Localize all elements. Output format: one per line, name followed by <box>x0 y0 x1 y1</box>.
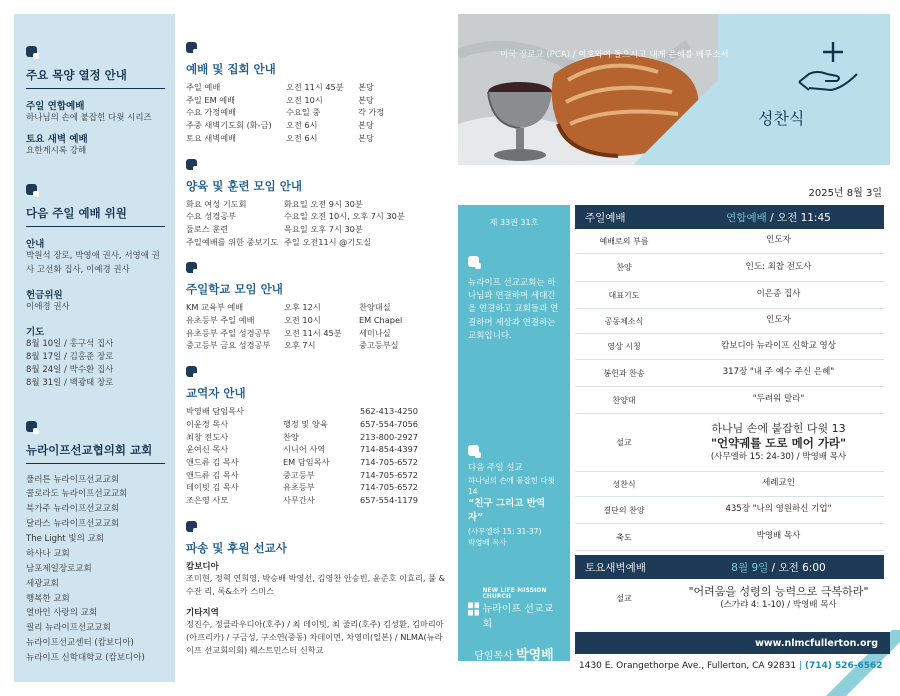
schedule-row <box>186 198 448 211</box>
prayer-item: 8월 31일 / 백광태 장로 <box>26 378 114 389</box>
section-bullet-icon <box>26 421 37 432</box>
order-row <box>575 282 884 309</box>
church-item: 북가주 뉴라이프선교교회 <box>26 504 120 515</box>
item-heading: 주일 연합예배 <box>26 101 85 112</box>
order-detail: 박영배 목사 <box>756 531 801 542</box>
item-heading: 토요 새벽 예배 <box>26 134 88 146</box>
church-item: 달라스 뉴라이프선교교회 <box>26 519 120 530</box>
minister-row <box>186 456 448 469</box>
next-sermon <box>468 462 560 548</box>
schedule-row <box>186 106 448 119</box>
info-strip <box>458 205 570 664</box>
cell: 오전 6시 <box>286 132 318 143</box>
cell: 오후 12시 <box>284 302 321 313</box>
communion-photo <box>458 14 718 165</box>
cell: 각 가정 <box>358 107 385 118</box>
schedule-row <box>186 327 448 340</box>
cell: 화요 여성 기도회 <box>186 198 247 209</box>
cell: 오전 11시 45분 <box>286 82 344 92</box>
order-detail: 317장 "내 주 예수 주신 은혜" <box>722 367 835 378</box>
order-item: 찬양대 <box>612 395 636 405</box>
order-item: 영상 시청 <box>607 342 641 351</box>
cell: 본당 <box>358 120 374 131</box>
schedule-row <box>186 210 448 223</box>
church-item: The Light 빛의 교회 <box>26 534 104 545</box>
sunday-service-header <box>575 205 884 229</box>
item-heading: 기도 <box>26 326 45 338</box>
schedule-row <box>186 94 448 107</box>
order-item: 성찬식 <box>612 479 636 489</box>
section-bullet-icon <box>26 46 37 57</box>
website-bar <box>575 632 890 654</box>
order-detail: 인도자 <box>766 235 791 246</box>
order-detail: 이은종 집사 <box>756 289 801 300</box>
cell: 유초등부 주일 예배 <box>186 315 255 326</box>
section-next-committee <box>26 180 165 390</box>
service-time-text: / 오전 11:45 <box>766 211 831 224</box>
section-missionaries <box>186 517 448 658</box>
phone-cell: 714-705-6572 <box>360 456 419 467</box>
cell: 세미나실 <box>359 327 391 338</box>
cell: 최창 전도사 <box>186 431 229 442</box>
hero-tagline <box>500 48 729 60</box>
section-worship-schedule <box>186 38 448 145</box>
cell: 찬양대실 <box>359 302 391 313</box>
church-phone: (714) 526-6562 <box>804 661 883 671</box>
order-row <box>575 497 884 524</box>
order-row <box>575 309 884 334</box>
saturday-service-header <box>575 555 884 579</box>
church-item: 세광교회 <box>26 578 59 589</box>
order-detail: 세례교인 <box>762 478 795 489</box>
address-separator: | <box>796 661 805 671</box>
cell: 앤드류 김 목사 <box>186 456 239 467</box>
pastor-label: 담임목사 <box>474 651 513 663</box>
website-link[interactable]: www.nlmcfullerton.org <box>755 637 878 649</box>
cover-hero <box>458 14 890 165</box>
cell: 유초등부 <box>283 482 315 493</box>
volume-number: 제 33권 31호 <box>489 218 539 227</box>
section-ministers <box>186 362 448 507</box>
cell: 박영배 담임목사 <box>186 406 244 417</box>
service-time-text: / 오전 6:00 <box>768 561 826 574</box>
sermon-title: "언약궤를 도로 메어 가라" <box>710 436 847 451</box>
cell: EM Chapel <box>359 315 403 326</box>
item-heading: 헌금위원 <box>26 289 63 301</box>
senior-pastor <box>468 644 560 663</box>
region-label: 기타지역 <box>186 608 219 619</box>
service-order <box>575 205 884 617</box>
cell: 중고등부실 <box>359 340 399 351</box>
cell: 둘로스 훈련 <box>186 223 229 234</box>
phone-cell: 714-705-6572 <box>360 469 419 480</box>
cell: 행정 및 양육 <box>283 418 328 429</box>
schedule-row <box>186 223 448 236</box>
cell: 이윤경 목사 <box>186 418 229 429</box>
order-item: 설교 <box>616 593 632 603</box>
schedule-row <box>186 132 448 145</box>
item-heading: 안내 <box>26 239 45 251</box>
church-name-ko: 뉴라이프 선교교회 <box>482 604 554 631</box>
section-mission-churches <box>26 417 165 666</box>
cell: 수요 가정예배 <box>186 107 237 118</box>
section-title: 양육 및 훈련 모임 안내 <box>186 178 302 193</box>
minister-row <box>186 469 448 482</box>
sermon-title: "어려움을 성령의 능력으로 극복하라" <box>688 584 869 598</box>
cell: 오전 11시 45분 <box>284 327 342 338</box>
church-item: 행복한 교회 <box>26 593 70 604</box>
cell: 앤드류 김 목사 <box>186 469 239 480</box>
order-item: 설교 <box>616 438 632 447</box>
cell: 수요일 오전 10시, 오후 7시 30분 <box>284 211 405 222</box>
section-sunday-school <box>186 258 448 352</box>
minister-row <box>186 431 448 444</box>
cell: 중고등부 금요 성경공부 <box>186 340 271 351</box>
minister-row <box>186 494 448 507</box>
church-logo <box>468 588 560 630</box>
order-row <box>575 360 884 387</box>
minister-row <box>186 443 448 456</box>
section-bullet-icon <box>186 521 197 532</box>
section-bullet-icon <box>186 262 197 273</box>
order-detail: 435장 "나의 영원하신 기업" <box>725 504 832 515</box>
phone-cell: 714-705-6572 <box>360 482 419 493</box>
order-row <box>575 472 884 497</box>
church-item: 뉴라이프선교센터 (캄보디아) <box>26 638 134 649</box>
cell: 화요일 오전 9시 30분 <box>284 198 363 209</box>
order-item: 예배로의 부름 <box>599 236 649 246</box>
section-title: 파송 및 후원 선교사 <box>186 540 287 555</box>
section-bullet-icon <box>26 184 37 195</box>
section-bullet-icon <box>186 366 197 377</box>
order-row <box>575 254 884 282</box>
schedule-row <box>186 314 448 327</box>
order-item: 축도 <box>616 532 632 542</box>
cell: 사무간사 <box>283 495 315 506</box>
cell: 목요일 오후 7시 30분 <box>284 223 363 234</box>
phone-cell: 562-413-4250 <box>360 406 419 417</box>
service-name: 토요새벽예배 <box>585 561 646 574</box>
section-title: 주일학교 모임 안내 <box>186 282 283 297</box>
service-time <box>673 210 884 225</box>
region-label: 캄보디아 <box>186 561 219 572</box>
church-item: 필리 뉴라이프선교교회 <box>26 623 111 634</box>
order-detail: 인도자 <box>766 315 791 326</box>
order-item: 찬양 <box>616 263 632 272</box>
footer <box>575 632 890 671</box>
service-date: 8월 9일 <box>731 561 769 574</box>
section-title: 교역자 안내 <box>186 386 246 401</box>
order-row <box>575 524 884 551</box>
service-name: 주일예배 <box>585 211 626 224</box>
section-pastoral-focus <box>26 42 165 158</box>
church-item: 풀러튼 뉴라이프선교교회 <box>26 474 120 485</box>
minister-row <box>186 418 448 431</box>
phone-cell: 657-554-7056 <box>360 418 419 429</box>
section-title: 예배 및 집회 안내 <box>186 62 276 76</box>
cell: 수요일 중 <box>286 107 321 118</box>
contact-line <box>575 661 890 671</box>
next-sermon-ref: (사무엘하 15: 31-37) <box>468 526 542 536</box>
phone-cell: 714-854-4397 <box>360 444 419 455</box>
order-row <box>575 229 884 254</box>
sermon-row <box>575 414 884 472</box>
item-text: 박원석 장로, 박영애 권사, 서영애 권사 고선화 집사, 이예경 권사 <box>26 251 160 275</box>
church-name-en: NEW LIFE MISSION CHURCH <box>482 588 547 601</box>
cell: 시니어 사역 <box>283 444 326 455</box>
cell: 오전 6시 <box>286 120 318 131</box>
prayer-item: 8월 10일 / 홍구석 집사 <box>26 338 114 349</box>
cell: 주일 예배 <box>186 82 221 92</box>
order-row <box>575 334 884 360</box>
cell: 오전 10시 <box>284 315 321 326</box>
sermon-series: 하나님 손에 붙잡힌 다윗 13 <box>711 421 846 435</box>
cell: 본당 <box>358 132 374 143</box>
section-title: 다음 주일 예배 위원 <box>26 205 165 227</box>
church-address: 1430 E. Orangethorpe Ave., Fullerton, CA 92831 <box>579 661 797 671</box>
missionary-list: 조미현, 정혁 연희영, 박승배 박영선, 김영찬 안승빈, 윤준호 이효리, 풀 & 수잔 리, 록&소카 스미스 <box>186 572 445 596</box>
phone-cell: 657-554-1179 <box>360 495 419 506</box>
cell: 조은영 사모 <box>186 495 229 506</box>
prayer-item: 8월 17일 / 김홍준 장로 <box>26 352 114 363</box>
church-item: 콜로라도 뉴라이프선교교회 <box>26 489 128 500</box>
tagline-verse: 여호와여 들으시고 내게 은혜를 베푸소서 <box>578 50 729 60</box>
cell: 주일 EM 예배 <box>186 94 236 105</box>
cell: 오후 7시 <box>284 340 316 351</box>
section-title: 뉴라이프선교협의회 교회 <box>26 442 165 464</box>
cell: 토요 새벽예배 <box>186 132 237 143</box>
next-sermon-speaker: 박영배 목사 <box>468 537 507 547</box>
phone-cell: 213-800-2927 <box>360 431 419 442</box>
cover-title: 성찬식 <box>758 109 805 128</box>
order-detail: "두려워 말라" <box>752 394 805 405</box>
church-item: 하사나 교회 <box>26 548 70 559</box>
cell: 주중 새벽기도회 (화-금) <box>186 120 272 131</box>
prayer-item: 8월 24일 / 박수환 집사 <box>26 365 114 376</box>
next-sermon-label: 다음 주일 설교 <box>468 462 523 473</box>
pastor-name: 박영배 <box>516 648 554 664</box>
order-item: 대표기도 <box>608 290 640 300</box>
church-item: 남포제일장로교회 <box>26 563 92 574</box>
item-text: 이애경 권사 <box>26 301 70 312</box>
minister-row <box>186 405 448 418</box>
order-item: 공동체소식 <box>604 316 644 326</box>
item-text: 요한계시록 강해 <box>26 146 87 157</box>
next-sermon-series: 하나님의 손에 붙잡힌 다윗 14 <box>468 475 555 496</box>
church-item: 열바인 사랑의 교회 <box>26 608 98 619</box>
order-detail: 캄보디아 뉴라이프 신학교 영상 <box>721 340 836 351</box>
strip-bullet-icon <box>468 256 479 267</box>
middle-column <box>186 38 448 667</box>
section-training <box>186 155 448 249</box>
minister-row <box>186 481 448 494</box>
missionary-list: 정진수, 정클라우디아(호주) / 최 데이빗, 최 줄리(호주) 김성환, 김마리아(아프리카) / 구금성, 구소연(중동) 차데이먼, 차영미(일본) / NLMA(뉴라이프 선교회의회) 웨스트민스터 신학교 <box>186 619 444 656</box>
order-item: 결단의 찬양 <box>603 505 645 515</box>
cell: 데이빗 김 목사 <box>186 482 239 493</box>
sermon-detail <box>673 414 884 471</box>
cell: 본당 <box>358 82 374 92</box>
cell <box>283 405 360 418</box>
left-panel <box>14 14 175 682</box>
cell: 중고등부 <box>283 469 315 480</box>
sermon-ref: (스가랴 4: 1-10) / 박영배 목사 <box>720 599 837 610</box>
schedule-row <box>186 81 448 94</box>
service-type: 연합예배 <box>726 211 767 224</box>
schedule-row <box>186 301 448 314</box>
church-logo-icon <box>468 601 479 617</box>
section-bullet-icon <box>186 42 197 53</box>
order-row <box>575 387 884 414</box>
schedule-row <box>186 236 448 249</box>
tagline-separator: / <box>569 50 579 60</box>
bulletin-date: 2025년 8월 3일 <box>808 188 882 199</box>
cell: 오전 10시 <box>286 94 323 105</box>
strip-bullet-icon <box>468 445 479 456</box>
hand-cross-icon <box>795 38 859 104</box>
cell: 찬양 <box>283 431 299 442</box>
section-bullet-icon <box>186 159 197 170</box>
cell: 윤여신 목사 <box>186 444 229 455</box>
cell: 주일 오전11시 @기도실 <box>284 236 372 247</box>
section-title: 주요 목양 열정 안내 <box>26 67 165 89</box>
service-time <box>673 560 884 575</box>
schedule-row <box>186 119 448 132</box>
cell: 본당 <box>358 94 374 105</box>
sermon-detail <box>673 579 884 617</box>
cell: 수요 성경공부 <box>186 211 237 222</box>
cell: EM 담임목사 <box>283 456 330 467</box>
sermon-ref: (사무엘하 15: 24-30) / 박영배 목사 <box>710 451 847 462</box>
church-vision: 뉴라이프 선교교회는 하나님과 연결하며 세대간을 연결하고 교회들과 연결하며 세상과 연결하는 교회입니다. <box>468 278 559 341</box>
cell: 유초등부 주일 성경공부 <box>186 327 271 338</box>
next-sermon-title: “친구 그리고 반역자” <box>468 498 546 524</box>
item-text: 하나님의 손에 붙잡힌 다윗 시리즈 <box>26 113 152 123</box>
cell: KM 교육부 예배 <box>186 302 244 313</box>
cell: 주일예배를 위한 중보기도 <box>186 236 279 247</box>
denomination-label: 미국 장로교 (PCA) <box>500 50 570 60</box>
order-item: 봉헌과 찬송 <box>603 368 645 378</box>
church-item: 뉴라이프 신학대학교 (캄보디아) <box>26 653 145 664</box>
schedule-row <box>186 339 448 352</box>
sermon-row <box>575 579 884 617</box>
order-detail: 인도: 최찹 전도사 <box>745 261 812 272</box>
